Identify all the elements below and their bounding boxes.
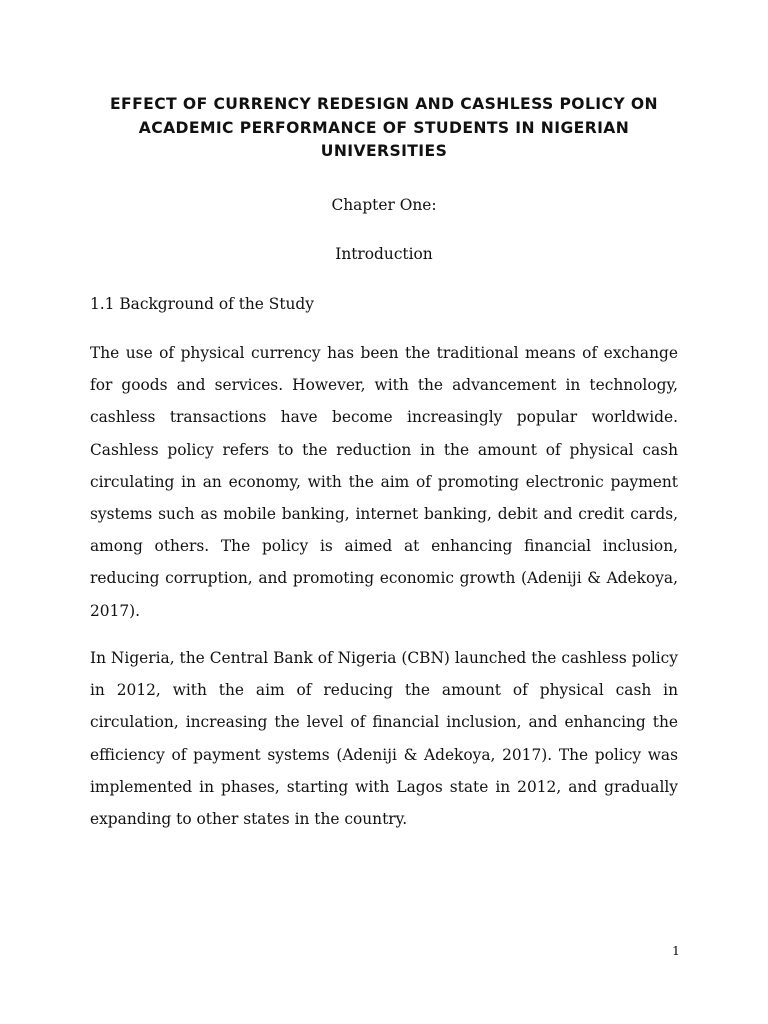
chapter-title: Introduction <box>335 245 433 263</box>
chapter-label: Chapter One: <box>331 196 437 214</box>
title-line-1: EFFECT OF CURRENCY REDESIGN AND CASHLESS POLICY ON <box>110 95 658 113</box>
paragraph-1: The use of physical currency has been the traditional means of exchange for goods and services. However, with the advancement in technology, cashless transactions have become increasingly popular worldwide. Cashless policy refers to the reduction in the amount of physical cash circulating in an economy, with the aim of promoting electronic payment systems such as mobile banking, internet banking, debit and credit cards, among others. The policy is aimed at enhancing financial inclusion, reducing corruption, and promoting economic growth (Adeniji & Adekoya, 2017). <box>90 344 678 620</box>
section-heading: 1.1 Background of the Study <box>90 295 314 313</box>
document-title <box>70 93 698 164</box>
title-line-2: ACADEMIC PERFORMANCE OF STUDENTS IN NIGERIAN <box>138 118 630 137</box>
title-line-3: UNIVERSITIES <box>320 142 448 160</box>
paragraph-2: In Nigeria, the Central Bank of Nigeria (CBN) launched the cashless policy in 2012, with the aim of reducing the amount of physical cash in circulation, increasing the level of financial inclusion, and enhancing the efficiency of payment systems (Adeniji & Adekoya, 2017). The policy was implemented in phases, starting with Lagos state in 2012, and gradually expanding to other states in the country. <box>90 649 678 829</box>
page-number: 1 <box>672 943 680 958</box>
